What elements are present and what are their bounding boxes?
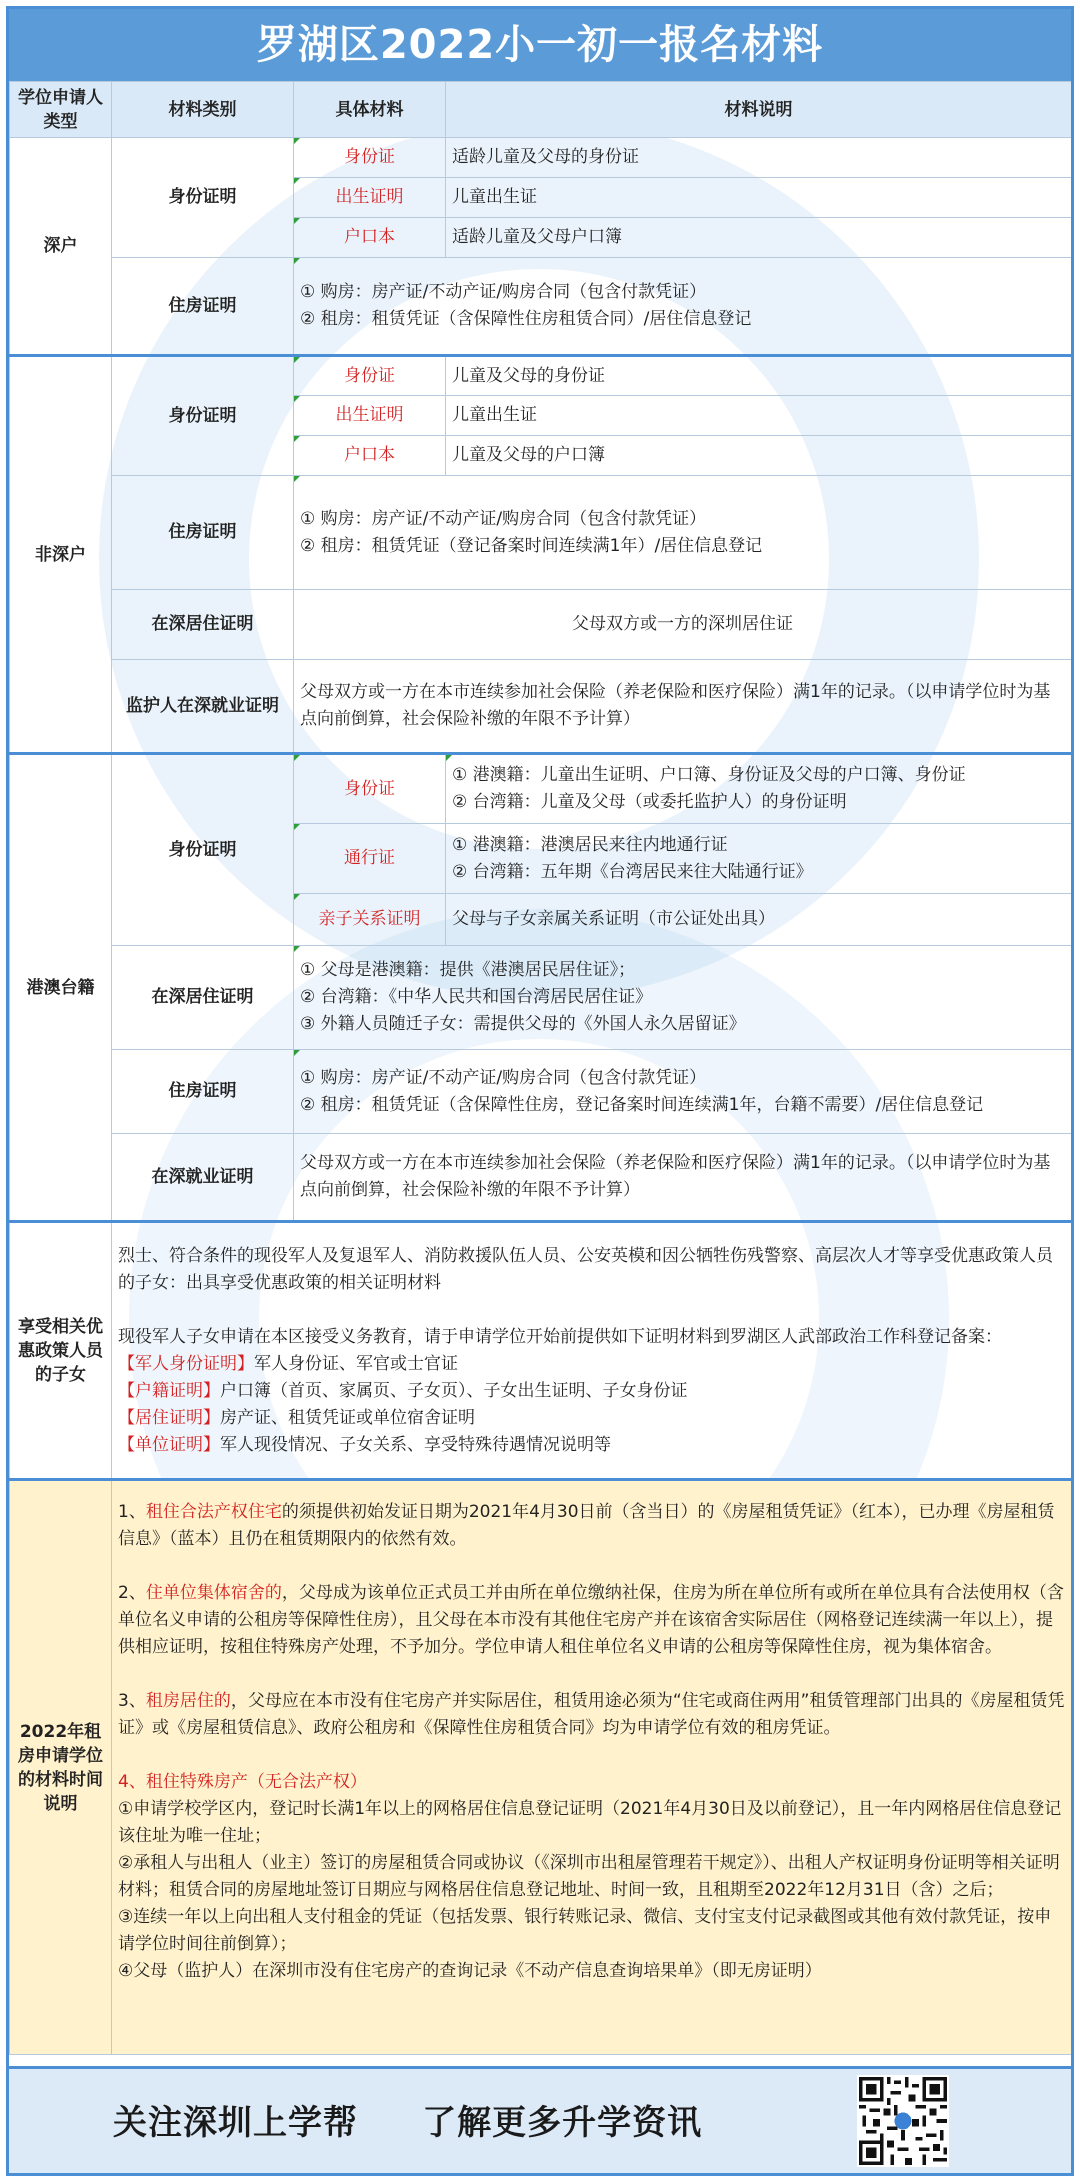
footer-banner [9, 2066, 1071, 2173]
material-desc: 适龄儿童及父母户口簿 [446, 218, 1072, 258]
material-desc: 父母双方或一方的深圳居住证 [294, 590, 1072, 660]
page-title: 罗湖区2022小一初一报名材料 [9, 9, 1071, 81]
desc-line: ① 港澳籍：儿童出生证明、户口簿、身份证及父母的户口簿、身份证 [452, 765, 966, 785]
desc-line [118, 1432, 1065, 1459]
material-desc: 儿童及父母的户口簿 [446, 436, 1072, 476]
material-desc [112, 1222, 1072, 1480]
desc-line: ② 台湾籍：儿童及父母（或委托监护人）的身份证明 [452, 792, 847, 812]
desc-text: 房产证、租赁凭证或单位宿舍证明 [220, 1407, 475, 1428]
highlight-tag: 住单位集体宿舍的 [145, 1583, 282, 1603]
material-item: 通行证 [294, 824, 446, 894]
desc-line: ② 租房：租赁凭证（含保障性住房租赁合同）/居住信息登记 [300, 309, 752, 329]
desc-text: 户口簿（首页、家属页、子女页）、子女出生证明、子女身份证 [220, 1380, 688, 1401]
desc-paragraph: ①申请学校学区内，登记时长满1年以上的网格居住信息登记证明（2021年4月30日及以前登记），且一年内网格居住信息登记该住址为唯一住址； [118, 1799, 1062, 1846]
material-desc: 父母与子女亲属关系证明（市公证处出具） [446, 894, 1072, 946]
highlight-tag: 【居住证明】 [118, 1407, 220, 1428]
material-category: 身份证明 [112, 138, 294, 258]
material-desc [294, 258, 1072, 356]
table-row [10, 1480, 1072, 2055]
applicant-type: 非深户 [10, 356, 112, 754]
material-desc: 父母双方或一方在本市连续参加社会保险（养老保险和医疗保险）满1年的记录。（以申请学位时为基点向前倒算，社会保险补缴的年限不予计算） [294, 1134, 1072, 1222]
highlight-tag: 【单位证明】 [118, 1434, 220, 1455]
desc-line: ② 台湾籍：五年期《台湾居民来往大陆通行证》 [452, 861, 813, 882]
table-row [10, 1050, 1072, 1134]
material-item: 出生证明 [294, 178, 446, 218]
desc-line [118, 1378, 1065, 1405]
desc-text: ，父母成为该单位正式员工并由所在单位缴纳社保，住房为所在单位所有或所在单位具有合法使用权（含单位名义申请的公租房等保障性住房），且父母在本市没有其他住宅房产并在该宿舍实际居住（网格登记连续满一年以上），提供相应证明，按租住特殊房产处理，不予加分。学位申请人租住单位名义申请的公租房等保障性住房，视为集体宿舍。 [118, 1583, 1064, 1657]
desc-paragraph: ②承租人与出租人（业主）签订的房屋租赁合同或协议（《深圳市出租屋管理若干规定》）、出租人产权证明身份证明等相关证明材料；租赁合同的房屋地址签订日期应与网格居住信息登记地址、时间一致，且租期至2022年12月31日（含）之后； [118, 1853, 1060, 1900]
applicant-type: 港澳台籍 [10, 754, 112, 1222]
desc-line: ② 台湾籍：《中华人民共和国台湾居民居住证》 [300, 987, 653, 1007]
material-category: 住房证明 [112, 258, 294, 356]
highlight-tag: 租住合法产权住宅 [145, 1502, 282, 1522]
desc-paragraph [118, 1499, 1065, 1553]
material-item: 户口本 [294, 218, 446, 258]
column-header: 具体材料 [294, 82, 446, 138]
table-row [10, 356, 1072, 396]
desc-line: ① 购房：房产证/不动产证/购房合同（包含付款凭证） [300, 508, 707, 529]
material-desc [446, 754, 1072, 824]
material-category: 身份证明 [112, 356, 294, 476]
desc-paragraph: 烈士、符合条件的现役军人及复退军人、消防救援队伍人员、公安英模和因公牺牲伤残警察、高层次人才等享受优惠政策人员的子女：出具享受优惠政策的相关证明材料 [118, 1245, 1053, 1293]
material-desc: 儿童出生证 [446, 396, 1072, 436]
table-row [10, 590, 1072, 660]
material-item: 身份证 [294, 138, 446, 178]
poster-frame [6, 6, 1074, 2176]
material-desc [294, 476, 1072, 590]
material-category: 在深居住证明 [112, 946, 294, 1050]
desc-text: 2、 [118, 1583, 146, 1603]
desc-paragraph: 现役军人子女申请在本区接受义务教育，请于申请学位开始前提供如下证明材料到罗湖区人武部政治工作科登记备案： [118, 1326, 1002, 1347]
desc-line: ③ 外籍人员随迁子女：需提供父母的《外国人永久居留证》 [300, 1014, 746, 1034]
desc-text: 军人身份证、军官或士官证 [254, 1353, 458, 1374]
material-category: 在深就业证明 [112, 1134, 294, 1222]
desc-line: ② 租房：租赁凭证（含保障性住房，登记备案时间连续满1年，台籍不需要）/居住信息登记 [300, 1094, 984, 1115]
material-category: 住房证明 [112, 476, 294, 590]
desc-line: ① 购房：房产证/不动产证/购房合同（包含付款凭证） [300, 282, 707, 302]
desc-text: ，父母应在本市没有住宅房产并实际居住，租赁用途必须为“住宅或商住两用”租赁管理部门出具的《房屋租赁凭证》或《房屋租赁信息》、政府公租房和《保障性住房租赁合同》均为申请学位有效的租房凭证。 [118, 1691, 1065, 1738]
desc-line: ① 购房：房产证/不动产证/购房合同（包含付款凭证） [300, 1067, 707, 1088]
highlight-tag: 【户籍证明】 [118, 1380, 220, 1401]
material-desc [446, 824, 1072, 894]
material-category: 在深居住证明 [112, 590, 294, 660]
section-title: 4、租住特殊房产（无合法产权） [118, 1772, 367, 1792]
material-item: 身份证 [294, 356, 446, 396]
material-desc: 适龄儿童及父母的身份证 [446, 138, 1072, 178]
material-category: 住房证明 [112, 1050, 294, 1134]
material-item: 户口本 [294, 436, 446, 476]
material-item: 出生证明 [294, 396, 446, 436]
desc-paragraph [118, 1688, 1065, 1742]
material-item: 亲子关系证明 [294, 894, 446, 946]
table-header-row [10, 82, 1072, 138]
material-category: 监护人在深就业证明 [112, 660, 294, 754]
applicant-type: 享受相关优惠政策人员的子女 [10, 1222, 112, 1480]
column-header: 学位申请人类型 [10, 82, 112, 138]
material-item: 身份证 [294, 754, 446, 824]
material-desc: 儿童及父母的身份证 [446, 356, 1072, 396]
material-category: 身份证明 [112, 754, 294, 946]
material-desc [294, 946, 1072, 1050]
table-row [10, 946, 1072, 1050]
desc-text: 军人现役情况、子女关系、享受特殊待遇情况说明等 [220, 1434, 611, 1455]
applicant-type: 深户 [10, 138, 112, 356]
material-desc [112, 1480, 1072, 2055]
applicant-type: 2022年租房申请学位的材料时间说明 [10, 1480, 112, 2055]
footer-slogan: 关注深圳上学帮 了解更多升学资讯 [113, 2103, 703, 2143]
desc-text: 3、 [118, 1691, 146, 1711]
desc-paragraph: ④父母（监护人）在深圳市没有住宅房产的查询记录《不动产信息查询培果单》（即无房证明） [118, 1961, 822, 1981]
desc-line: ① 港澳籍：港澳居民来往内地通行证 [452, 834, 728, 855]
desc-paragraph: ③连续一年以上向出租人支付租金的凭证（包括发票、银行转账记录、微信、支付宝支付记录截图或其他有效付款凭证，按申请学位时间往前倒算）； [118, 1907, 1052, 1954]
table-row [10, 258, 1072, 356]
material-desc: 父母双方或一方在本市连续参加社会保险（养老保险和医疗保险）满1年的记录。（以申请学位时为基点向前倒算，社会保险补缴的年限不予计算） [294, 660, 1072, 754]
desc-paragraph [118, 1580, 1065, 1661]
material-desc: 儿童出生证 [446, 178, 1072, 218]
table-row [10, 476, 1072, 590]
table-row [10, 138, 1072, 178]
qr-code-icon[interactable] [857, 2075, 949, 2167]
desc-line [118, 1351, 1065, 1378]
materials-table [9, 81, 1072, 2055]
desc-line [118, 1405, 1065, 1432]
column-header: 材料说明 [446, 82, 1072, 138]
highlight-tag: 租房居住的 [145, 1691, 231, 1711]
highlight-tag: 【军人身份证明】 [118, 1353, 254, 1374]
table-row [10, 1222, 1072, 1480]
material-desc [294, 1050, 1072, 1134]
desc-text: 的须提供初始发证日期为2021年4月30日前（含当日）的《房屋租赁凭证》（红本），已办理《房屋租赁信息》（蓝本）且仍在租赁期限内的依然有效。 [118, 1502, 1055, 1549]
table-row [10, 1134, 1072, 1222]
table-row [10, 660, 1072, 754]
desc-line: ② 租房：租赁凭证（登记备案时间连续满1年）/居住信息登记 [300, 535, 763, 556]
column-header: 材料类别 [112, 82, 294, 138]
table-row [10, 754, 1072, 824]
desc-line: ① 父母是港澳籍：提供《港澳居民居住证》； [300, 960, 636, 980]
desc-text: 1、 [118, 1502, 146, 1522]
